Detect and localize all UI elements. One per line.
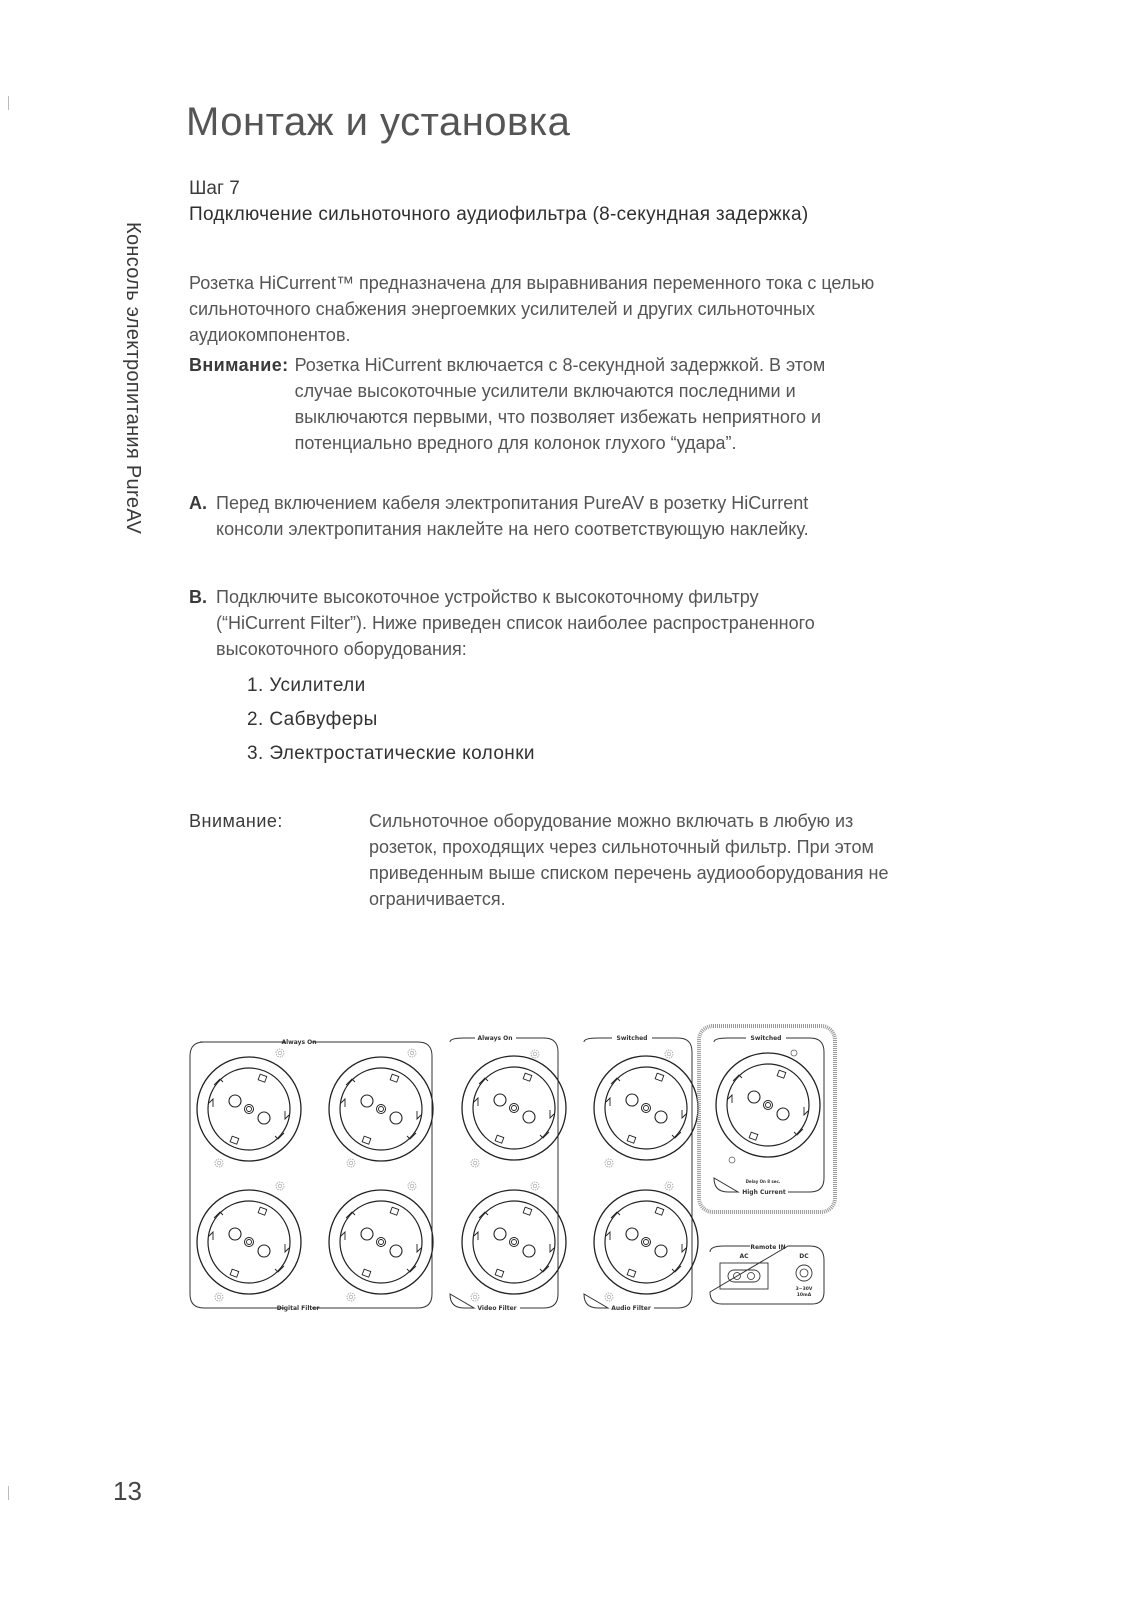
list-item: 1. Усилители — [247, 675, 366, 696]
outlet-panel-diagram — [180, 1020, 860, 1330]
svg-text:Digital Filter: Digital Filter — [276, 1305, 320, 1312]
note-label: Внимание: — [189, 355, 289, 375]
note-text: Сильноточное оборудование можно включать в любую из розеток, проходящих через сильноточный фильтр. При этом приведенным выше списком перечень аудиооборудования не ограничивается. — [369, 811, 889, 909]
panel-audio-filter — [584, 1035, 698, 1312]
scan-edge-mark — [8, 96, 9, 110]
svg-text:Switched: Switched — [616, 1035, 648, 1042]
note-label: Внимание: — [189, 811, 283, 831]
note-text: Розетка HiCurrent включается с 8-секундной задержкой. В этом случае высокоточные усилители включаются последними и выключаются первыми, что позволяет избежать неприятного и потенциально вредного для колонок глухого “удара”. — [294, 355, 826, 453]
svg-text:Switched: Switched — [750, 1035, 782, 1042]
page-number: 13 — [113, 1476, 142, 1506]
svg-text:DC: DC — [799, 1253, 809, 1260]
instruction-item-b — [189, 584, 889, 662]
step-label: Шаг 7 — [189, 178, 240, 199]
panel-video-filter — [450, 1035, 566, 1312]
note-attention-1 — [189, 352, 909, 456]
scan-edge-mark — [8, 1486, 9, 1500]
svg-text:3~30V: 3~30V — [795, 1287, 813, 1292]
panel-digital-filter — [190, 1039, 433, 1312]
svg-text:AC: AC — [739, 1253, 749, 1260]
svg-text:Always On: Always On — [281, 1039, 317, 1046]
svg-text:Delay On 8 sec.: Delay On 8 sec. — [745, 1179, 781, 1184]
step-heading: Подключение сильноточного аудиофильтра (8-секундная задержка) — [189, 204, 809, 225]
panel-high-current — [699, 1026, 835, 1212]
item-letter: B. — [189, 587, 207, 607]
svg-text:Audio Filter: Audio Filter — [611, 1305, 651, 1312]
svg-text:Always On: Always On — [477, 1035, 513, 1042]
sidebar-product-name: Консоль электропитания PureAV — [122, 222, 144, 535]
svg-text:High Current: High Current — [742, 1189, 786, 1196]
instruction-item-a — [189, 490, 889, 542]
page-title: Монтаж и установка — [186, 100, 571, 144]
svg-text:Remote IN: Remote IN — [750, 1244, 786, 1251]
svg-text:10mA: 10mA — [796, 1293, 812, 1298]
list-item: 2. Сабвуферы — [247, 709, 378, 730]
remote-in-box — [710, 1244, 824, 1304]
item-letter: A. — [189, 493, 207, 513]
item-text: Перед включением кабеля электропитания PureAV в розетку HiCurrent консоли электропитания наклейте на него соответствующую наклейку. — [216, 493, 809, 539]
list-item: 3. Электростатические колонки — [247, 743, 535, 764]
equipment-list — [247, 672, 535, 774]
svg-text:Video Filter: Video Filter — [477, 1305, 517, 1312]
note-attention-2 — [189, 808, 909, 912]
item-text: Подключите высокоточное устройство к высокоточному фильтру (“HiCurrent Filter”). Ниже приведен список наиболее распространенного высокоточного оборудования: — [216, 587, 815, 659]
intro-paragraph: Розетка HiCurrent™ предназначена для выравнивания переменного тока с целью сильноточного снабжения энергоемких усилителей и других сильноточных аудиокомпонентов. — [189, 273, 875, 345]
